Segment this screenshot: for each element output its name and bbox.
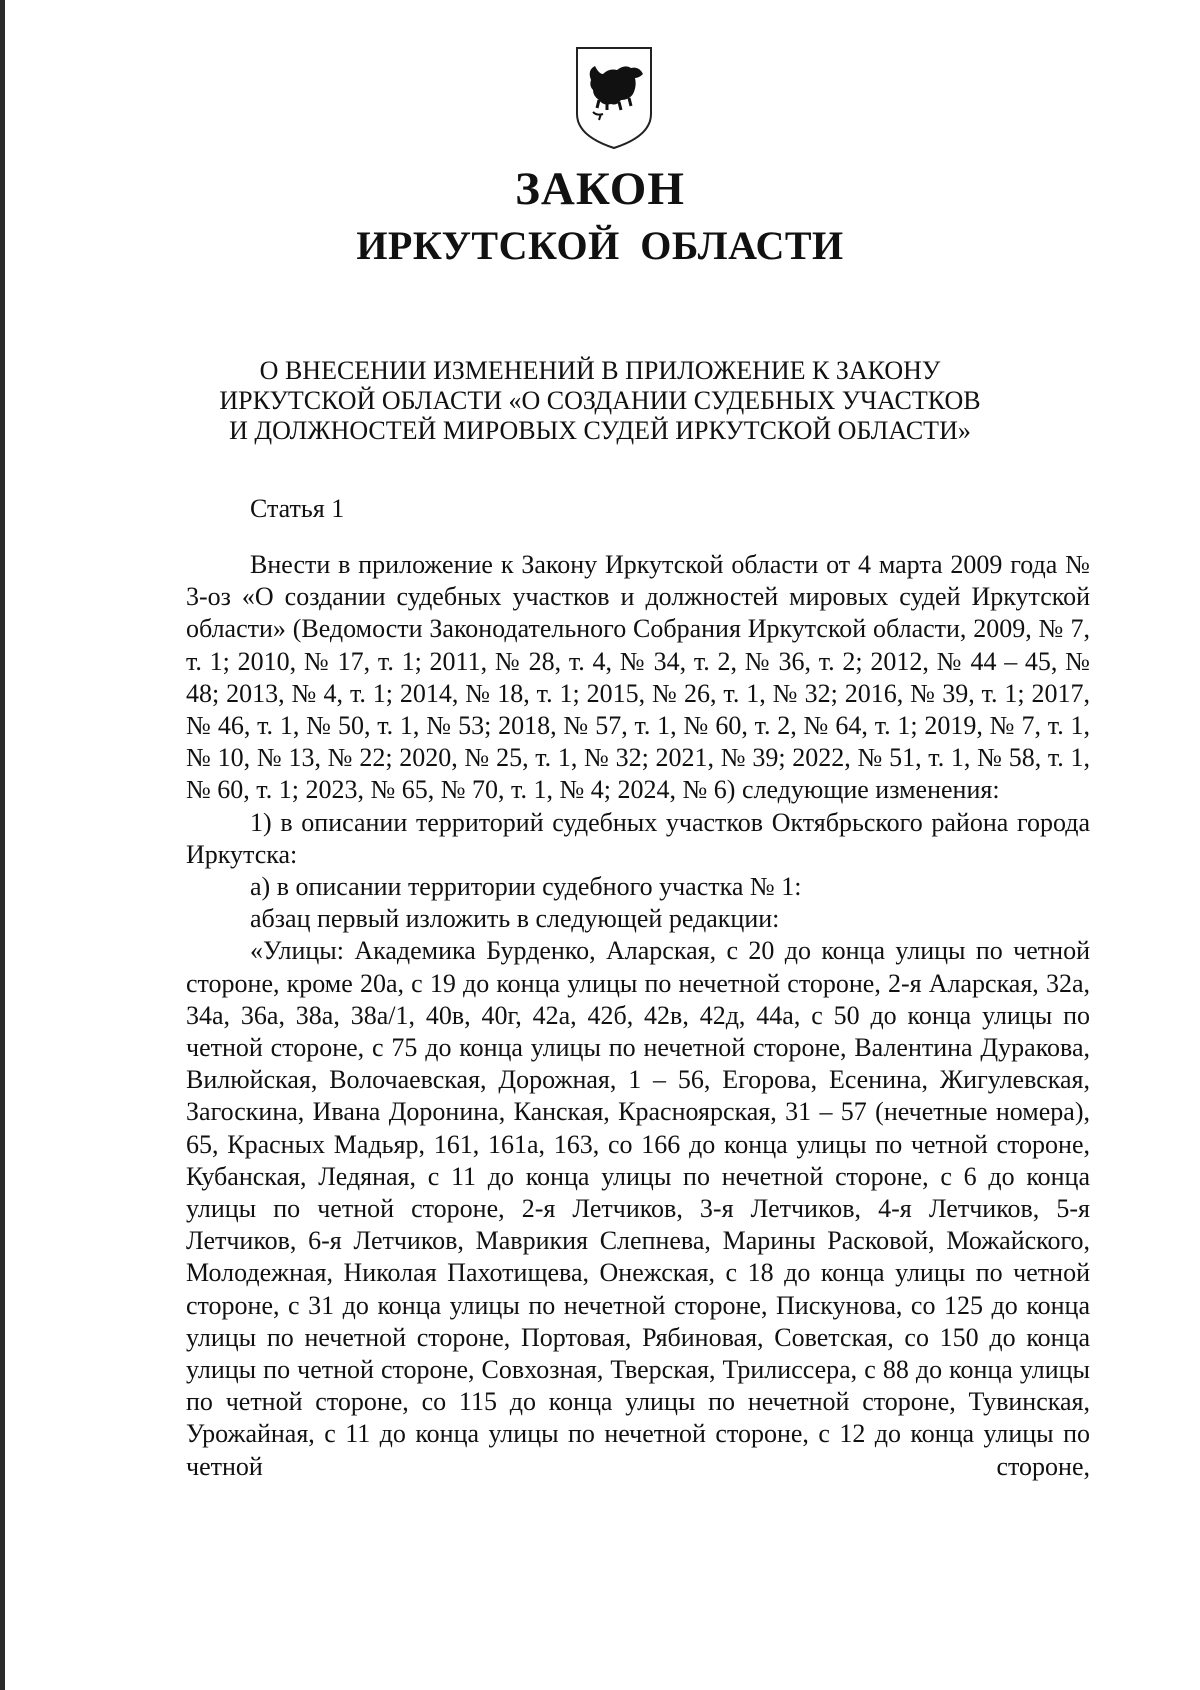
body-paragraph: 1) в описании территорий судебных участков Октябрьского района города Иркутска: xyxy=(186,807,1090,869)
document-body xyxy=(186,549,1090,1483)
subtitle-line: О ВНЕСЕНИИ ИЗМЕНЕНИЙ В ПРИЛОЖЕНИЕ К ЗАКОНУ xyxy=(259,356,941,385)
body-paragraph: «Улицы: Академика Бурденко, Аларская, с 20 до конца улицы по четной стороне, кроме 20а, с 19 до конца улицы по нечетной стороне, 2-я Аларская, 32а, 34а, 36а, 38а, 38а/1, 40в, 40г, 42а, 42б, 42в, 42д, 44а, с 50 до конца улицы по четной стороне, с 75 до конца улицы по нечетной стороне, Валентина Дуракова, Вилюйская, Волочаевская, Дорожная, 1 – 56, Егорова, Есенина, Жигулевская, Загоскина, Ивана Доронина, Канская, Красноярская, 31 – 57 (нечетные номера), 65, Красных Мадьяр, 161, 161а, 163, со 166 до конца улицы по четной стороне, Кубанская, Ледяная, с 11 до конца улицы по нечетной стороне, с 6 до конца улицы по четной стороне, 2-я Летчиков, 3-я Летчиков, 4-я Летчиков, 5-я Летчиков, 6-я Летчиков, Маврикия Слепнева, Марины Расковой, Можайского, Молодежная, Николая Пахотищева, Онежская, с 18 до конца улицы по четной стороне, с 31 до конца улицы по нечетной стороне, Пискунова, со 125 до конца улицы по нечетной стороне, Портовая, Рябиновая, Советская, со 150 до конца улицы по четной стороне, Совхозная, Тверская, Трилиссера, с 88 до конца улицы по четной стороне, со 115 до конца улицы по нечетной стороне, Тувинская, Урожайная, с 11 до конца улицы по нечетной стороне, с 12 до конца улицы по четной стороне, xyxy=(186,936,1090,1481)
document-title-region: ИРКУТСКОЙ ОБЛАСТИ xyxy=(356,223,844,268)
body-paragraph: абзац первый изложить в следующей редакции: xyxy=(250,904,780,934)
document-subtitle xyxy=(0,356,1200,446)
document-title: ЗАКОН xyxy=(515,163,685,215)
subtitle-line: И ДОЛЖНОСТЕЙ МИРОВЫХ СУДЕЙ ИРКУТСКОЙ ОБЛАСТИ» xyxy=(229,416,971,445)
body-paragraph: Внести в приложение к Закону Иркутской области от 4 марта 2009 года № 3-оз «О создании судебных участков и должностей мировых судей Иркутской области» (Ведомости Законодательного Собрания Иркутской области, 2009, № 7, т. 1; 2010, № 17, т. 1; 2011, № 28, т. 4, № 34, т. 2, № 36, т. 2; 2012, № 44 – 45, № 48; 2013, № 4, т. 1; 2014, № 18, т. 1; 2015, № 26, т. 1, № 32; 2016, № 39, т. 1; 2017, № 46, т. 1, № 50, т. 1, № 53; 2018, № 57, т. 1, № 60, т. 2, № 64, т. 1; 2019, № 7, т. 1, № 10, № 13, № 22; 2020, № 25, т. 1, № 32; 2021, № 39; 2022, № 51, т. 1, № 58, т. 1, № 60, т. 1; 2023, № 65, № 70, т. 1, № 4; 2024, № 6) следующие изменения: xyxy=(186,550,1090,805)
coat-of-arms-icon xyxy=(573,44,655,152)
subtitle-line: ИРКУТСКОЙ ОБЛАСТИ «О СОЗДАНИИ СУДЕБНЫХ УЧАСТКОВ xyxy=(219,386,981,415)
article-heading: Статья 1 xyxy=(250,494,345,523)
body-paragraph: а) в описании территории судебного участка № 1: xyxy=(250,872,802,902)
